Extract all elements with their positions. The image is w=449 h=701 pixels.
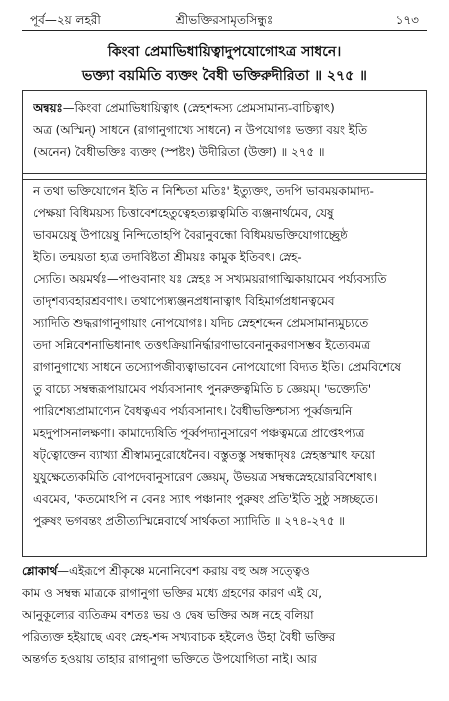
commentary-line: পেক্ষয়া বিধিময়স্য চিত্তাবেশহেতুত্বেহত্যল্পত্বমিতি ব্যঞ্জনার্থমেব, যেষু [33,206,334,220]
commentary-line: তু বাচ্যে সম্বন্ধরূপায়ামেব পর্য্যবসানাৎ পুনরুক্তত্বমিতি চ জ্ঞেয়ম্। 'ভক্ত্যেতি' [33,382,372,396]
commentary-line: এবমেব, 'কতমোঽপি ন বেনঃ স্যাৎ পঞ্চানাং পুরুষং প্রতি'ইতি সুষ্ঠু সঙ্গচ্ছতে। [33,492,379,506]
commentary-line: তাদৃশব্যবহারশ্রবণাৎ। তথাপ্যেষ্ব্যঞ্জনপ্রধানাত্বাৎ বিহিমার্গপ্রধানত্বমেব [33,294,335,308]
commentary-line: স্যেতি। অয়মর্থঃ—পাণ্ডবানাং যঃ স্নেহঃ স সখ্যময়রাগাত্মিকায়ামেব পর্য্যবস্যতি [33,272,387,286]
commentary-line: ইতি। তন্ময়তা হ্যত্র তদাবিষ্টতা শ্রীময়ঃ কামুক ইতিবৎ। স্নেহ- [33,250,302,264]
commentary-line: পারিশেষ্যপ্রামাণ্যেন বৈধত্বএব পর্য্যবসানাৎ। বৈধীভক্তিশ্চাস্য পূর্ব্বজন্মনি [33,404,353,418]
verse-block [22,40,427,88]
commentary-line: পুরুষং ভগবন্তং প্রতীত্যস্মিন্নেবার্থে সার্থকতা স্যাদিতি ॥ ২৭৪-২৭৫ ॥ [33,514,345,528]
commentary-line: রাগানুগাখ্যে সাধনে তস্যোপজীব্যত্বাভাবেন নোপযোগো বিদ্যত ইতি। প্রেমবিশেষে [33,360,401,374]
commentary-line: যুযুক্ষেত্যেকমিতি বোপদেবানুসারেণ জ্ঞেয়ম্, উভয়ত্র সম্বন্ধস্নেহয়োরবিশেষাৎ। [33,470,377,484]
commentary-line: স্যাদিতি শুদ্ধরাগানুগায়াং নোপযোগঃ। যদিচ স্নেহশব্দেন প্রেমসামান্যমুচ্যতে [33,316,369,330]
commentary-line: মহদুপাসনালক্ষণা। কামাদ্যেষিতি পূর্ব্বপদ্যানুসারেণ পঞ্চত্বমত্রে প্রাপ্তেঽপ্যত্র [33,426,365,440]
header-section: পূর্ব—২য় লহরী [30,13,101,27]
anvaya-label: অন্বয়ঃ [33,101,63,115]
translation-line [22,560,427,582]
anvaya-text: —কিংবা প্রেমাভিধায়িত্বাৎ (স্নেহশব্দস্য প্রেমসামান্য-বাচিত্বাৎ) [62,101,335,115]
commentary-line: ন তথা ভক্তিযোগেন ইতি ন নিশ্চিতা মতিঃ' ইত্যুক্তং, তদপি ভাবময়কামাদ্য- [33,184,374,198]
header-rule [22,30,427,31]
verse-line-1: কিংবা প্রেমাভিধায়িত্বাদুপযোগোঽত্র সাধনে। [107,44,342,60]
commentary-box [22,173,427,557]
commentary-line: তদা সন্নিবেশনাভিধানাৎ তত্তৎক্রিয়ানির্দ্ধারণাভাবেনানুকরণাসম্ভব ইত্যেবমত্র [33,338,371,352]
anvaya-box [22,90,427,180]
page-number: ১৭৩ [395,13,419,27]
translation-text: —এইরূপে শ্রীকৃষ্ণে মনোনিবেশ করায় বহু অঙ্গ সত্ত্বেও [57,564,310,578]
translation-label: শ্লোকার্থ [22,564,58,578]
translation-line: কাম ও সম্বন্ধ মাত্রকে রাগানুগা ভক্তির মধ্যে গ্রহণের কারণ এই যে, [22,586,322,600]
verse-line-2: ভক্ত্যা বয়মিতি ব্যক্তং বৈধী ভক্তিরুদীরিতা ॥ ২৭৫ ॥ [82,68,367,84]
translation-block [22,560,427,670]
translation-line: অন্তর্গত হওয়ায় তাহার রাগানুগা ভক্তিতে উপযোগিতা নাই। আর [22,652,317,666]
commentary-line: ষট্‌ত্বোক্তেন ব্যাখ্যা শ্রীস্বাম্যনুরোধেনৈব। বস্তুতস্তু সম্বন্ধাদৃষঃ স্নেহস্তস্মাৎ ফয়ো [33,448,375,462]
translation-line: পরিত্যক্ত হইয়াছে এবং স্নেহ-শব্দ সখ্যবাচক হইলেও উহা বৈধী ভক্তির [22,630,336,644]
translation-line: আনুকূল্যের ব্যতিক্রম বশতঃ ভয় ও দ্বেষ ভক্তির অঙ্গ নহে বলিয়া [22,608,314,622]
anvaya-line [33,97,416,119]
anvaya-line: (অনেন) বৈধীভক্তিঃ ব্যক্তং (স্পষ্টং) উদীরিতা (উক্তা) ॥ ২৭৫ ॥ [33,145,325,159]
page-header [22,8,427,30]
header-title: শ্রীভক্তিরসামৃতসিন্ধুঃ [175,13,274,27]
commentary-line: ভাবময়েষু উপায়েষু নিন্দিতোহপি বৈরানুবন্ধো বিধিময়ভক্তিযোগাচ্ছ্রেষ্ঠ [33,228,348,242]
anvaya-line: অত্র (অস্মিন্) সাধনে (রাগানুগাখ্যে সাধনে) ন উপযোগঃ ভক্ত্যা বয়ং ইতি [33,123,368,137]
